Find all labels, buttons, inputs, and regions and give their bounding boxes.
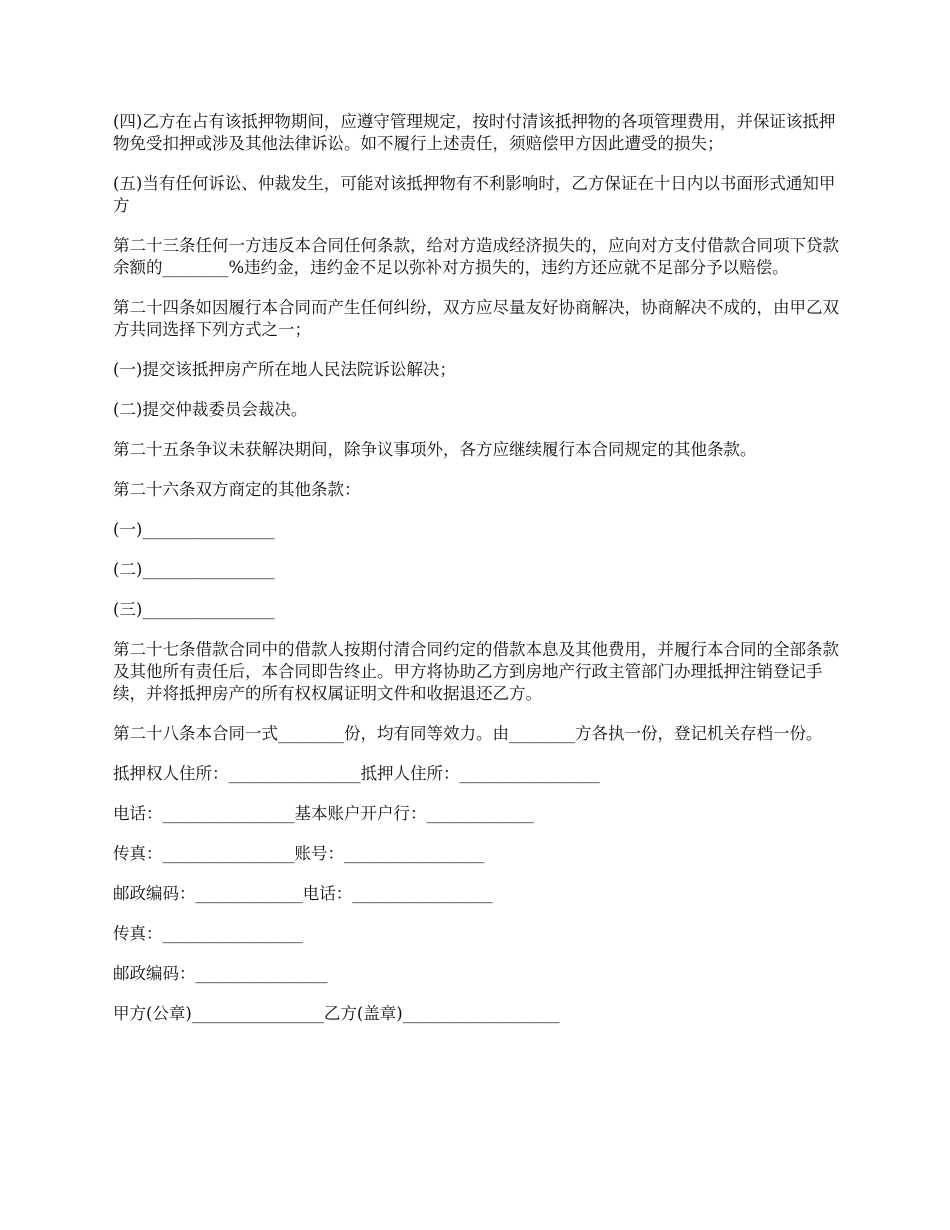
phone-bank-fields: 电话：________________基本账户开户行：_____________ — [113, 804, 534, 823]
clause-4-obligations: (四)乙方在占有该抵押物期间，应遵守管理规定，按时付清该抵押物的各项管理费用，并保证该抵押物免受扣押或涉及其他法律诉讼。如不履行上述责任，须赔偿甲方因此遭受的损失； — [113, 112, 836, 153]
other-term-2-blank: (二)________________ — [113, 560, 275, 579]
article-27-termination: 第二十七条借款合同中的借款人按期付清合同约定的借款本息及其他费用，并履行本合同的全部条款及其他所有责任后，本合同即告终止。甲方将协助乙方到房地产行政主管部门办理抵押注销登记手续，并将抵押房产的所有权权属证明文件和收据退还乙方。 — [113, 640, 839, 703]
article-26-other-terms: 第二十六条双方商定的其他条款： — [113, 480, 361, 499]
postcode-field: 邮政编码：________________ — [113, 964, 328, 983]
dispute-option-arbitration: (二)提交仲裁委员会裁决。 — [113, 400, 308, 419]
dispute-option-court: (一)提交该抵押房产所在地人民法院诉讼解决； — [113, 360, 456, 379]
article-25-pending-disputes: 第二十五条争议未获解决期间，除争议事项外，各方应继续履行本合同规定的其他条款。 — [113, 440, 757, 459]
fax-field: 传真：_________________ — [113, 924, 303, 943]
article-24-disputes: 第二十四条如因履行本合同而产生任何纠纷，双方应尽量友好协商解决，协商解决不成的，由甲乙双方共同选择下列方式之一； — [113, 298, 839, 339]
signature-seal-fields: 甲方(公章)________________乙方(盖章)___________________ — [113, 1004, 560, 1023]
contract-document-page — [113, 111, 840, 1043]
postcode-phone-fields: 邮政编码：_____________电话：_________________ — [113, 884, 493, 903]
other-term-1-blank: (一)________________ — [113, 520, 275, 539]
fax-account-fields: 传真：________________账号：_________________ — [113, 844, 485, 863]
clause-5-notification: (五)当有任何诉讼、仲裁发生，可能对该抵押物有不利影响时，乙方保证在十日内以书面形式通知甲方 — [113, 174, 836, 215]
other-term-3-blank: (三)________________ — [113, 600, 275, 619]
article-23-breach: 第二十三条任何一方违反本合同任何条款，给对方造成经济损失的，应向对方支付借款合同项下贷款余额的________%违约金，违约金不足以弥补对方损失的，违约方还应就不足部分予以赔偿。 — [113, 236, 839, 277]
address-fields: 抵押权人住所：________________抵押人住所：_________________ — [113, 764, 600, 783]
article-28-copies: 第二十八条本合同一式________份，均有同等效力。由________方各执一份，登记机关存档一份。 — [113, 724, 823, 743]
